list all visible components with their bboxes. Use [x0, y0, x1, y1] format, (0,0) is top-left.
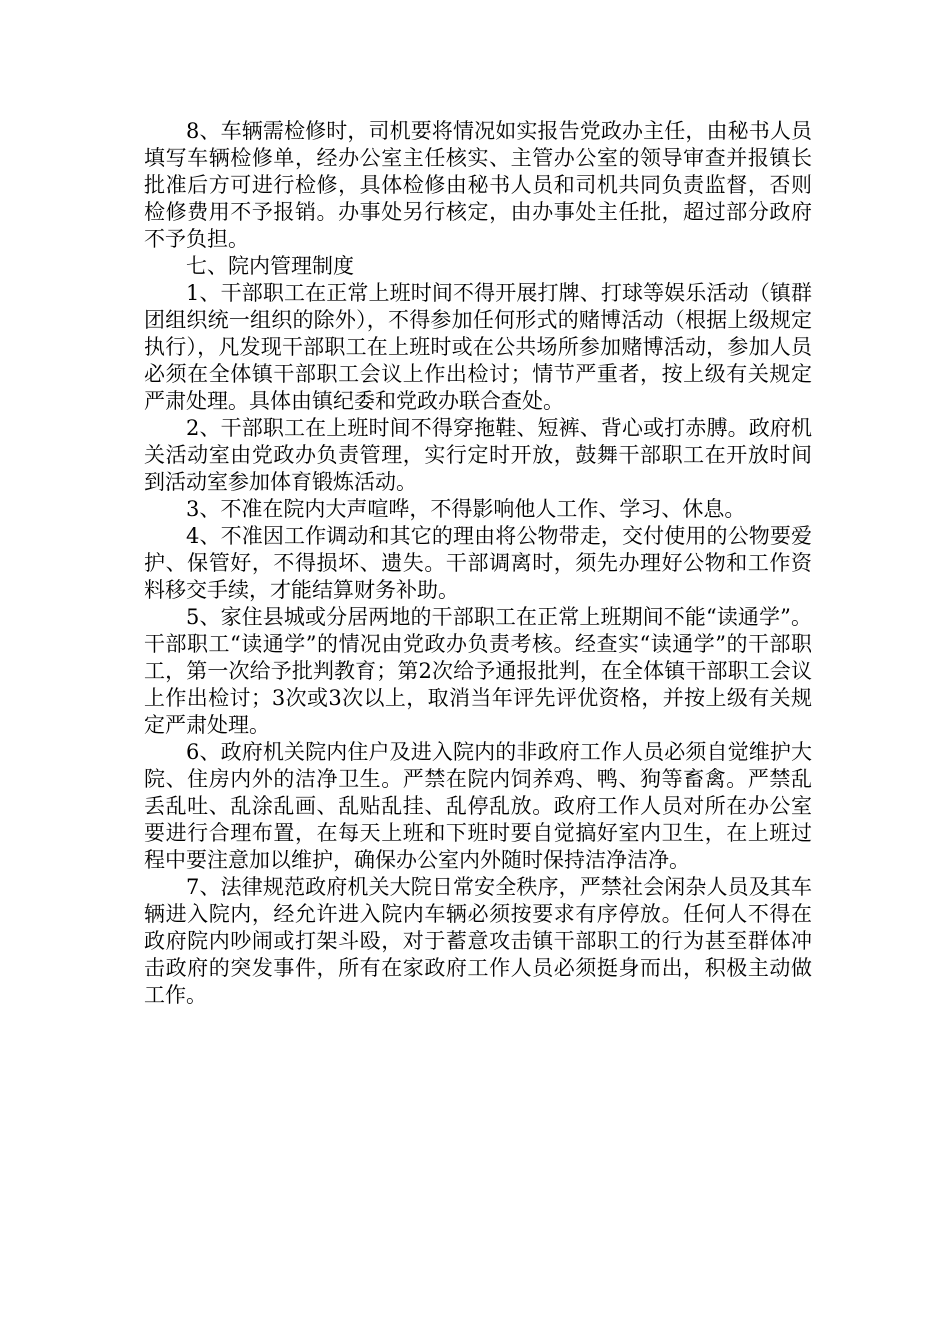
paragraph-item-4-public-property: 4、不准因工作调动和其它的理由将公物带走，交付使用的公物要爱护、保管好，不得损坏、遗失。干部调离时，须先办理好公物和工作资料移交手续，才能结算财务补助。 — [144, 524, 812, 602]
paragraph-item-8-vehicle-repair: 8、车辆需检修时，司机要将情况如实报告党政办主任，由秘书人员填写车辆检修单，经办公室主任核实、主管办公室的领导审查并报镇长批准后方可进行检修，具体检修由秘书人员和司机共同负责监督，否则检修费用不予报销。办事处另行核定，由办事处主任批，超过部分政府不予负担。 — [144, 119, 812, 251]
paragraph-item-6-hygiene: 6、政府机关院内住户及进入院内的非政府工作人员必须自觉维护大院、住房内外的洁净卫生。严禁在院内饲养鸡、鸭、狗等畜禽。严禁乱丢乱吐、乱涂乱画、乱贴乱挂、乱停乱放。政府工作人员对所在办公室要进行合理布置，在每天上班和下班时要自觉搞好室内卫生，在上班过程中要注意加以维护，确保办公室内外随时保持洁净洁净。 — [144, 740, 812, 872]
paragraph-item-2-dress-activity-room: 2、干部职工在上班时间不得穿拖鞋、短裤、背心或打赤膊。政府机关活动室由党政办负责管理，实行定时开放，鼓舞干部职工在开放时间到活动室参加体育锻炼活动。 — [144, 416, 812, 494]
paragraph-item-1-entertainment-gambling: 1、干部职工在正常上班时间不得开展打牌、打球等娱乐活动（镇群团组织统一组织的除外），不得参加任何形式的赌博活动（根据上级规定执行），凡发现干部职工在上班时或在公共场所参加赌博活动，参加人员必须在全体镇干部职工会议上作出检讨；情节严重者，按上级有关规定严肃处理。具体由镇纪委和党政办联合查处。 — [144, 281, 812, 413]
paragraph-item-5-commuting: 5、家住县城或分居两地的干部职工在正常上班期间不能“读通学”。干部职工“读通学”的情况由党政办负责考核。经查实“读通学”的干部职工，第一次给予批判教育；第2次给予通报批判，在全体镇干部职工会议上作出检讨；3次或3次以上，取消当年评先评优资格，并按上级有关规定严肃处理。 — [144, 605, 812, 737]
section-heading-courtyard-management: 七、院内管理制度 — [186, 254, 354, 278]
paragraph-item-3-no-loud-noise: 3、不准在院内大声喧哗，不得影响他人工作、学习、休息。 — [186, 497, 746, 521]
document-body — [144, 118, 812, 1009]
paragraph-item-7-security-order: 7、法律规范政府机关大院日常安全秩序，严禁社会闲杂人员及其车辆进入院内，经允许进入院内车辆必须按要求有序停放。任何人不得在政府院内吵闹或打架斗殴，对于蓄意攻击镇干部职工的行为甚至群体冲击政府的突发事件，所有在家政府工作人员必须挺身而出，积极主动做工作。 — [144, 875, 812, 1007]
